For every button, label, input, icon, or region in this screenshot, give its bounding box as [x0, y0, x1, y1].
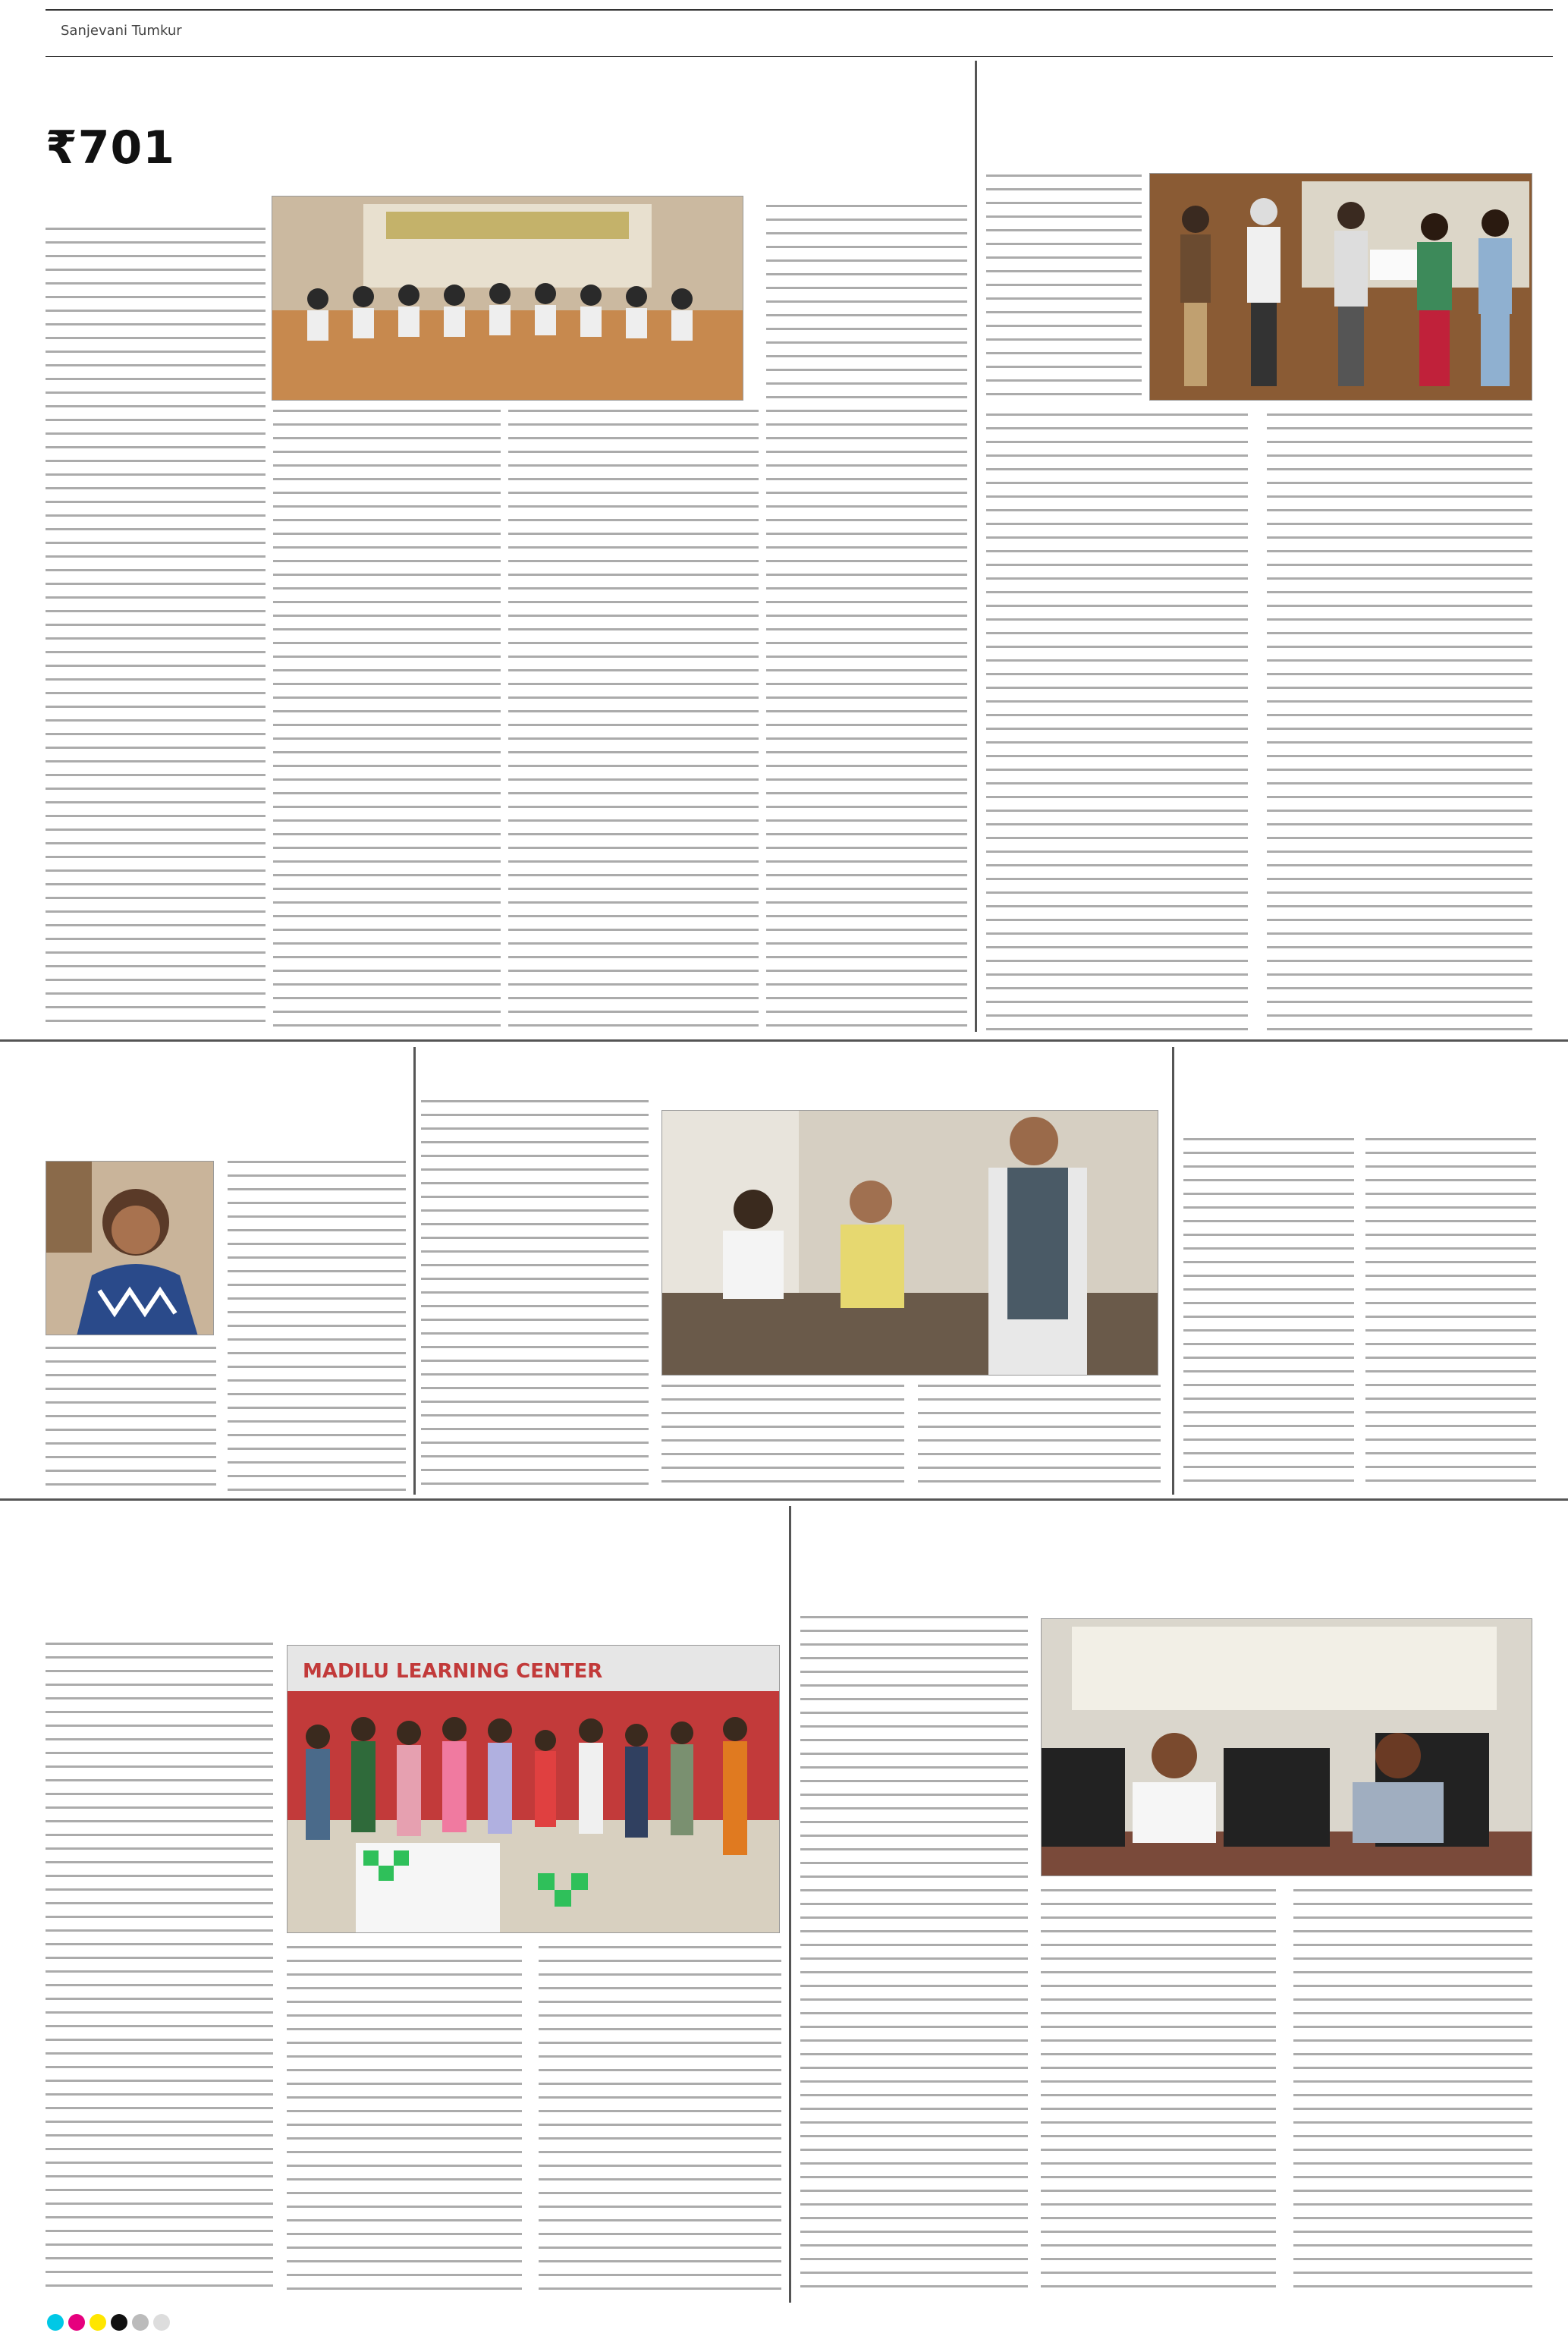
magenta-mark: [68, 2314, 85, 2331]
article-photo: [1041, 1618, 1532, 1876]
article-text-column: [1041, 1889, 1276, 2295]
article-photo: [287, 1645, 780, 1933]
article-text-column: [421, 1100, 649, 1487]
article-text-column: [986, 175, 1142, 402]
article-text-column: [800, 1616, 1028, 2295]
banner-sign-text: MADILU LEARNING CENTER: [303, 1660, 603, 1683]
article-photo: [1149, 173, 1532, 401]
section-rule: [0, 1498, 1568, 1501]
portrait-photo: [46, 1161, 214, 1335]
article-text-column: [1267, 413, 1532, 1032]
column-rule: [975, 61, 977, 1032]
article-text-column: [1183, 1138, 1354, 1487]
column-rule: [1172, 1047, 1174, 1495]
grey-mark: [132, 2314, 149, 2331]
article-text-column: [273, 410, 501, 1032]
column-rule: [413, 1047, 416, 1495]
article-text-column: [1365, 1138, 1536, 1487]
article-photo: [272, 196, 743, 401]
masthead-rule: [46, 9, 1553, 11]
column-rule: [789, 1506, 791, 2303]
article-photo: [661, 1110, 1158, 1376]
color-registration-marks: [47, 2314, 170, 2331]
article-text-column: [661, 1385, 904, 1487]
article-text-column: [539, 1946, 781, 2295]
article-text-column: [508, 410, 759, 1032]
masthead-meta: Sanjevani Tumkur: [61, 23, 182, 39]
article-text-column: [1293, 1889, 1532, 2295]
article-text-column: [46, 228, 266, 1032]
cyan-mark: [47, 2314, 64, 2331]
article-text-column: [918, 1385, 1161, 1487]
article-text-column: [986, 413, 1248, 1032]
black-mark: [111, 2314, 127, 2331]
article-text-column: [46, 1347, 216, 1491]
article-text-column: [766, 205, 967, 1032]
masthead-rule-bottom: [46, 56, 1553, 57]
section-rule: [0, 1039, 1568, 1042]
grey-mark: [153, 2314, 170, 2331]
article-text-column: [228, 1161, 406, 1491]
article-headline: ₹701: [46, 121, 175, 175]
article-text-column: [287, 1946, 522, 2295]
yellow-mark: [90, 2314, 106, 2331]
article-text-column: [46, 1643, 273, 2295]
